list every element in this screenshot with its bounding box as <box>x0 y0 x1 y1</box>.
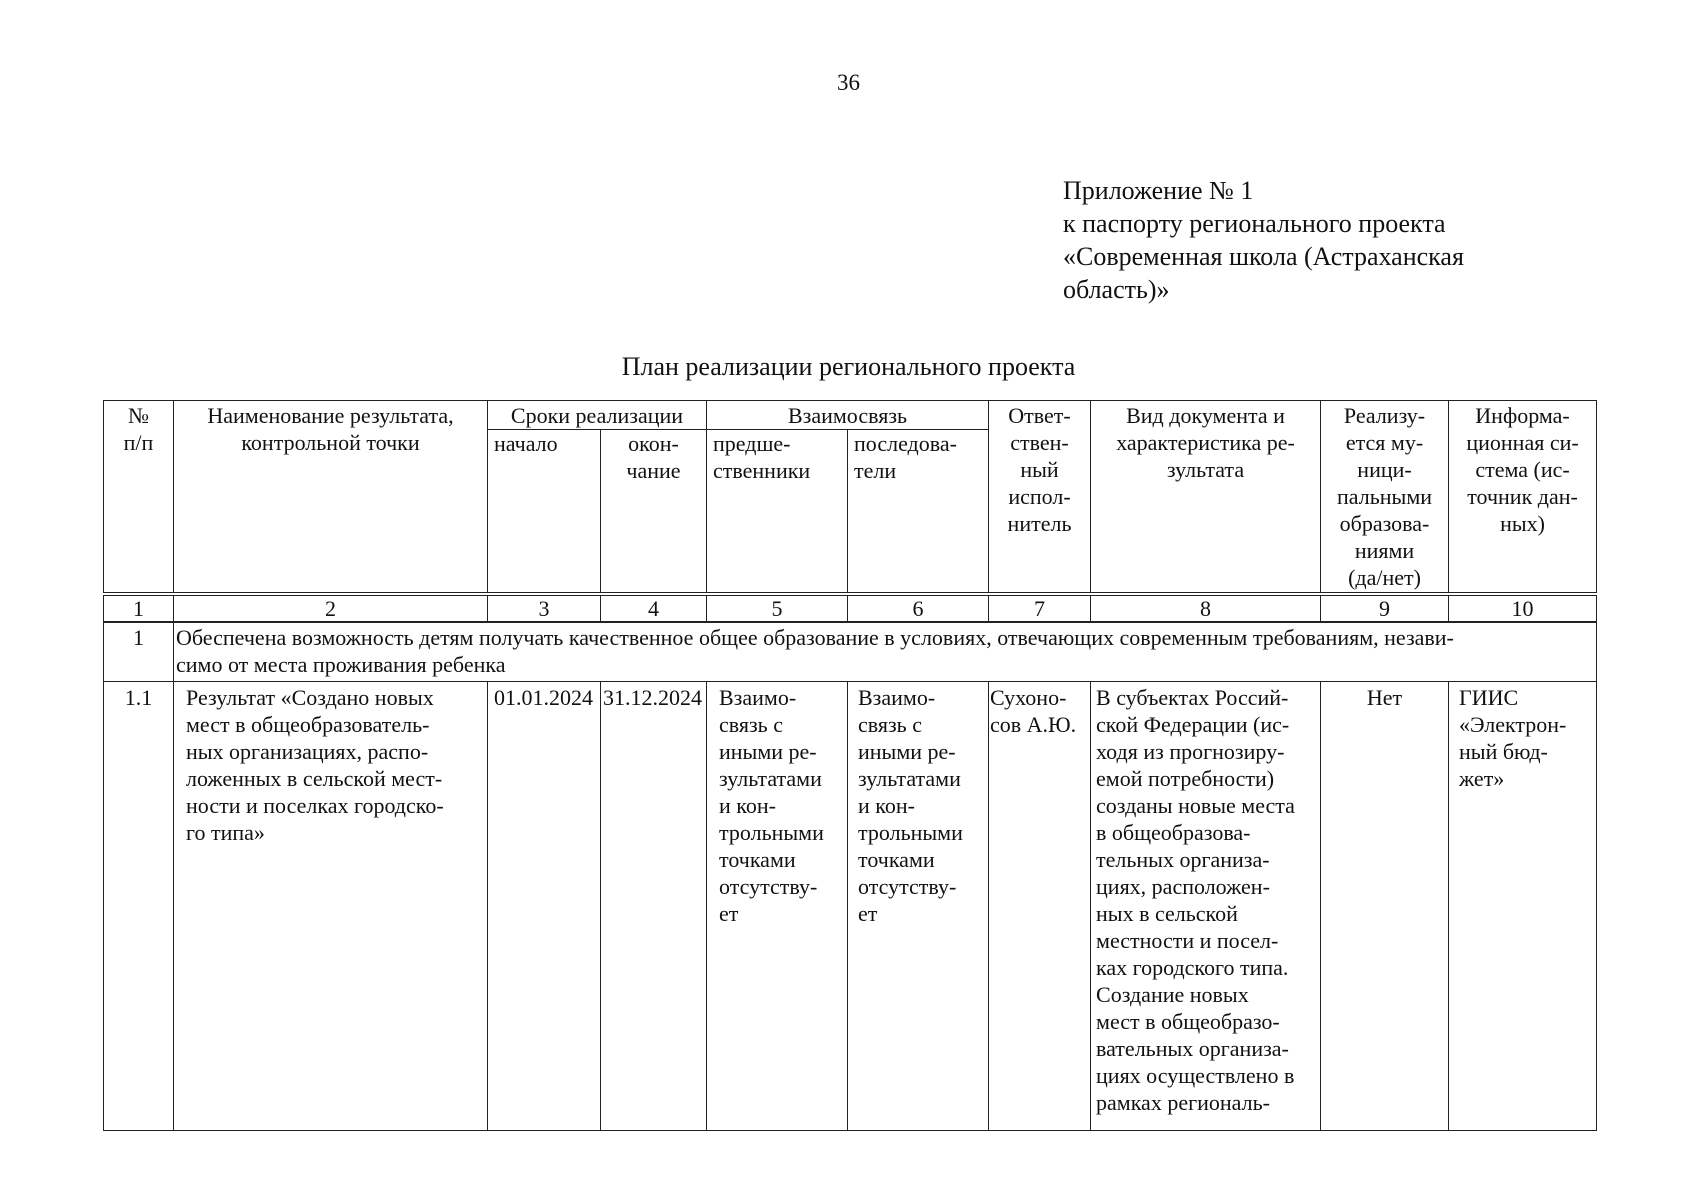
column-number: 2 <box>174 594 488 622</box>
section-title: Обеспечена возможность детям получать качественное общее образование в условиях, отвечающих современным требованиям, незави- симо от места проживания ребенка <box>174 622 1597 682</box>
appendix-line-2: к паспорту регионального проекта <box>1063 209 1446 238</box>
header-municipal: Реализу- ется му- ници- пальными образова- ниями (да/нет) <box>1321 401 1449 595</box>
row-predecessors: Взаимо- связь с иными ре- зультатами и кон- трольными точками отсутству- ет <box>707 682 848 1131</box>
header-doc-type: Вид документа и характеристика ре- зультата <box>1091 401 1321 595</box>
row-responsible: Сухоно- сов А.Ю. <box>989 682 1091 1131</box>
column-numbers-row <box>104 594 1597 622</box>
header-info-system: Информа- ционная си- стема (ис- точник дан- ных) <box>1449 401 1597 595</box>
row-num: 1.1 <box>104 682 174 1131</box>
row-info-system: ГИИС «Электрон- ный бюд- жет» <box>1449 682 1597 1131</box>
appendix-header <box>1063 174 1464 306</box>
header-name: Наименование результата, контрольной точки <box>174 401 488 595</box>
row-end: 31.12.2024 <box>601 682 707 1131</box>
page-number: 36 <box>837 70 860 95</box>
column-number: 8 <box>1091 594 1321 622</box>
column-number: 4 <box>601 594 707 622</box>
column-number: 5 <box>707 594 848 622</box>
table-header-row <box>104 401 1597 430</box>
header-successors: последова- тели <box>848 430 989 595</box>
header-responsible: Ответ- ствен- ный испол- нитель <box>989 401 1091 595</box>
header-links: Взаимосвязь <box>707 401 989 430</box>
section-num: 1 <box>104 622 174 682</box>
plan-title: План реализации регионального проекта <box>621 352 1076 381</box>
column-number: 9 <box>1321 594 1449 622</box>
row-name: Результат «Создано новых мест в общеобразователь- ных организациях, распо- ложенных в сельской мест- ности и поселках городско- го типа» <box>174 682 488 1131</box>
appendix-line-3: «Современная школа (Астраханская <box>1063 242 1464 271</box>
header-start: начало <box>488 430 601 595</box>
section-row <box>104 622 1597 682</box>
column-number: 1 <box>104 594 174 622</box>
row-successors: Взаимо- связь с иными ре- зультатами и кон- трольными точками отсутству- ет <box>848 682 989 1131</box>
column-number: 10 <box>1449 594 1597 622</box>
header-predecessors: предше- ственники <box>707 430 848 595</box>
header-terms: Сроки реализации <box>488 401 707 430</box>
table-row <box>104 682 1597 1131</box>
column-number: 3 <box>488 594 601 622</box>
column-number: 6 <box>848 594 989 622</box>
row-municipal: Нет <box>1321 682 1449 1131</box>
plan-table <box>103 400 1597 1131</box>
appendix-line-1: Приложение № 1 <box>1063 176 1254 205</box>
column-number: 7 <box>989 594 1091 622</box>
row-start: 01.01.2024 <box>488 682 601 1131</box>
row-doc-type: В субъектах Россий- ской Федерации (ис- ходя из прогнозиру- емой потребности) созданы новые места в общеобразова- тельных организа- циях, расположен- ных в сельской местности и посел- ках городского типа. Создание новых мест в общеобразо- вательных организа- циях осуществлено в рамках региональ- <box>1091 682 1321 1131</box>
header-end: окон- чание <box>601 430 707 595</box>
header-num: № п/п <box>104 401 174 595</box>
appendix-line-4: область)» <box>1063 275 1170 304</box>
